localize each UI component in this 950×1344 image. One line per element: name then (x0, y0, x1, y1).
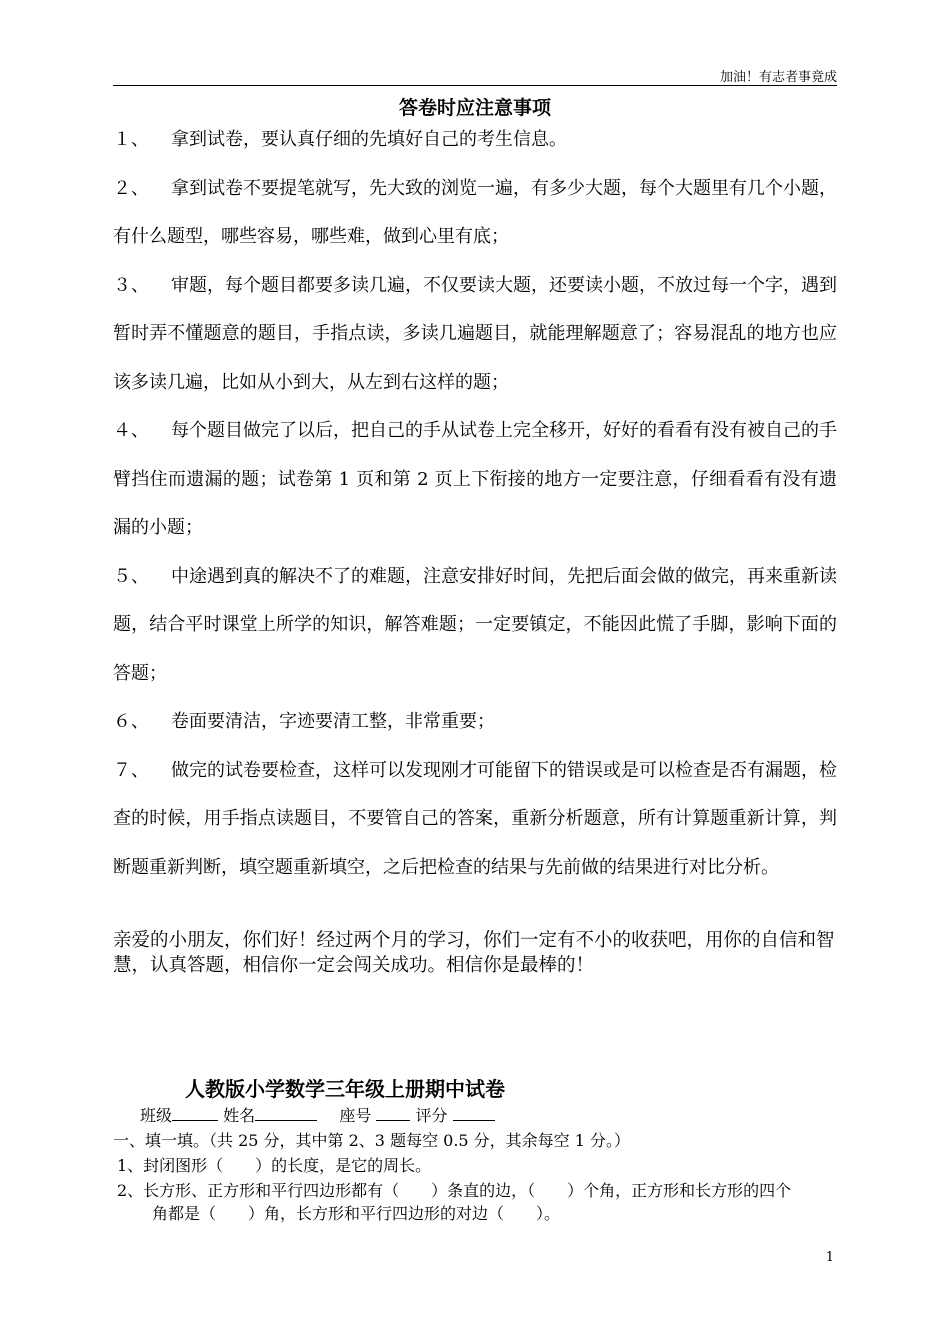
header-motto: 加油！有志者事竟成 (719, 70, 837, 85)
score-blank[interactable] (453, 1104, 495, 1121)
note-item (113, 698, 837, 747)
note-text: 拿到试卷不要提笔就写，先大致的浏览一遍，有多少大题，每个大题里有几个小题，有什么题型，哪些容易，哪些难，做到心里有底； (113, 177, 837, 247)
note-number: ４、 (113, 420, 149, 441)
exam-title: 人教版小学数学三年级上册期中试卷 (185, 1077, 505, 1101)
note-item (113, 165, 837, 262)
name-blank[interactable] (255, 1104, 317, 1121)
intro-paragraph: 亲爱的小朋友，你们好！经过两个月的学习，你们一定有不小的收获吧，用你的自信和智慧，认真答题，相信你一定会闯关成功。相信你是最棒的！ (113, 930, 835, 976)
seat-blank[interactable] (376, 1104, 410, 1121)
question-2-line-1: 2、长方形、正方形和平行四边形都有（ ）条直的边，（ ）个角，正方形和长方形的四个 (117, 1181, 792, 1200)
note-number: ３、 (113, 274, 149, 296)
note-number: ６、 (113, 711, 149, 732)
seat-label: 座号 (339, 1106, 372, 1125)
name-label: 姓名 (223, 1106, 256, 1125)
note-number: １、 (113, 129, 149, 150)
question-1: 1、封闭图形（ ）的长度，是它的周长。 (117, 1156, 432, 1175)
note-text: 卷面要清洁，字迹要清工整，非常重要； (171, 711, 495, 732)
note-number: ２、 (113, 177, 149, 199)
note-text: 中途遇到真的解决不了的难题，注意安排好时间，先把后面会做的做完，再来重新读题，结合平时课堂上所学的知识，解答难题；一定要镇定，不能因此慌了手脚，影响下面的答题； (113, 565, 837, 684)
notes-title: 答卷时应注意事项 (398, 97, 551, 119)
note-item (113, 407, 837, 553)
note-item (113, 116, 837, 165)
question-2-line-2: 角都是（ ）角，长方形和平行四边形的对边（ ）。 (152, 1204, 561, 1223)
note-number: ５、 (113, 565, 149, 587)
note-text: 做完的试卷要检查，这样可以发现刚才可能留下的错误或是可以检查是否有漏题，检查的时候，用手指点读题目，不要管自己的答案，重新分析题意，所有计算题重新计算，判断题重新判断，填空题重新填空，之后把检查的结果与先前做的结果进行对比分析。 (113, 759, 837, 878)
note-item (113, 553, 837, 699)
student-info-line (140, 1103, 495, 1126)
header-divider (113, 85, 837, 86)
notes-body (113, 116, 837, 978)
note-text: 每个题目做完了以后，把自己的手从试卷上完全移开，好好的看看有没有被自己的手臂挡住而遗漏的题；试卷第 1 页和第 2 页上下衔接的地方一定要注意，仔细看看有没有遗漏的小题； (113, 420, 837, 538)
class-label: 班级 (140, 1106, 173, 1125)
note-item (113, 262, 837, 408)
section-1-heading: 一、填一填。（共 25 分，其中第 2、3 题每空 0.5 分，其余每空 1 分。） (113, 1131, 631, 1150)
page-number: 1 (825, 1250, 834, 1265)
note-text: 拿到试卷，要认真仔细的先填好自己的考生信息。 (171, 129, 567, 150)
score-label: 评分 (415, 1106, 448, 1125)
note-number: ７、 (113, 759, 149, 781)
spacer (113, 892, 837, 928)
note-text: 审题，每个题目都要多读几遍，不仅要读大题，还要读小题，不放过每一个字，遇到暂时弄不懂题意的题目，手指点读，多读几遍题目，就能理解题意了；容易混乱的地方也应该多读几遍，比如从小到大，从左到右这样的题； (113, 274, 837, 393)
class-blank[interactable] (172, 1104, 218, 1121)
note-item (113, 747, 837, 893)
